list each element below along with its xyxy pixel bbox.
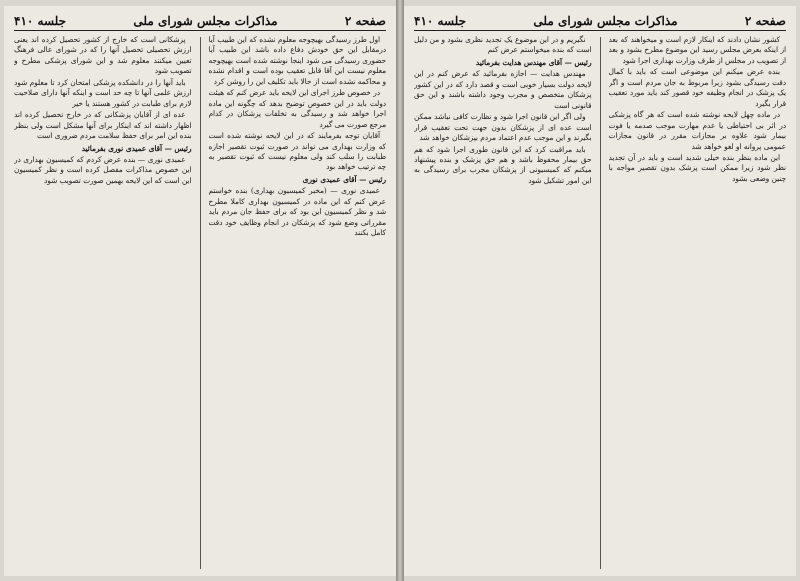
- paragraph: عده ای از آقایان پزشکانی که در خارج تحصیل کرده اند اظهار داشته اند که اینکار برای آنها مشکل است ولی بنظر بنده این امر برای حفظ سلامت مردم ضروری است: [14, 110, 192, 141]
- paragraph: عمیدی نوری — بنده عرض کردم که کمیسیون بهداری در این خصوص مذاکرات مفصل کرده است و نظر کمیسیون این است که این لایحه بهمین صورت تصویب شود: [14, 154, 192, 185]
- left-page-title: مذاکرات مجلس شورای ملی: [133, 14, 278, 28]
- paragraph: بنده عرض میکنم این موضوعی است که باید با کمال دقت رسیدگی بشود زیرا مربوط به جان مردم است و اگر یک پزشک در انجام وظیفه خود قصور کند باید مورد تعقیب قرار بگیرد: [608, 67, 786, 108]
- paragraph: کشور نشان دادند که اینکار لازم است و میخواهند که بعد از اینکه بعرض مجلس رسید این موضوع مطرح بشود و بعد از تصویب در مجلس از طرف وزارت بهداری اجرا شود: [608, 35, 786, 65]
- right-page-right-column: [609, 35, 787, 571]
- left-page-right-column: [209, 35, 387, 571]
- paragraph: باید آنها را در دانشکده پزشکی امتحان کرد تا معلوم شود ارزش علمی آنها تا چه حد است و اینکه آنها دارای صلاحیت لازم برای طبابت در کشور هستند یا خیر: [14, 77, 192, 108]
- column-fade: [609, 547, 787, 571]
- paragraph: باید مراقبت کرد که این قانون طوری اجرا شود که هم حق بیمار محفوظ باشد و هم حق پزشک و بنده پیشنهاد میکنم که کمیسیونی از پزشکان مجرب برای رسیدگی به این امور تشکیل شود: [414, 144, 592, 185]
- column-fade: [14, 547, 192, 571]
- right-page-left-column: [414, 35, 592, 571]
- column-divider: [200, 37, 201, 569]
- paragraph: آقایان توجه بفرمایند که در این لایحه نوشته شده است که وزارت بهداری می تواند در صورت ثبوت تقصیر اجازه طبابت را سلب کند ولی معلوم نیست که ثبوت تقصیر به چه ترتیب خواهد بود: [208, 131, 386, 172]
- speaker-line: رئیس — آقای مهندس هدایت بفرمائید: [475, 57, 592, 67]
- column-fade: [414, 547, 592, 571]
- column-divider: [600, 37, 601, 569]
- left-page: [4, 6, 396, 576]
- speaker-line: رئیس — آقای عمیدی نوری: [302, 174, 386, 184]
- paragraph: اول طرز رسیدگی بهیچوجه معلوم نشده که این طبیب آیا درمقابل این حق خودش دفاع داده باشد این طبیب آیا حضوری رسیدگی می شود اینجا نوشته شده است بهیچوجه معلوم نیست این آقا قابل تعقیب بوده است و اقدام نشده و محاکمه نشده است از حالا باید تکلیف این را روشن کرد: [208, 35, 386, 86]
- speaker-line: رئیس — آقای عمیدی نوری بفرمائید: [81, 143, 192, 153]
- paragraph: عمیدی نوری — (مخبر کمیسیون بهداری) بنده خواستم عرض کنم که این ماده در کمیسیون بهداری کاملا مطرح شد و نظر کمیسیون این بود که برای حفظ جان مردم باید مقرراتی وضع شود که پزشکان در انجام وظایف خود دقت کامل بکنند: [208, 186, 386, 238]
- paragraph: در ماده چهل لایحه نوشته شده است که هر گاه پزشکی در اثر بی احتیاطی یا عدم مهارت موجب صدمه یا فوت بیمار شود علاوه بر مجازات مقرر در قانون مجازات عمومی پروانه او لغو خواهد شد: [608, 110, 786, 151]
- book-gutter: [396, 0, 404, 581]
- paragraph: نگیریم و در این موضوع یک تجدید نظری بشود و من دلیل است که بنده میخواستم عرض کنم: [414, 35, 592, 55]
- paragraph: این ماده بنظر بنده خیلی شدید است و باید در آن تجدید نظر شود زیرا ممکن است پزشک بدون تقصیر مواجه با چنین وضعی بشود: [608, 152, 786, 183]
- right-page: [404, 6, 796, 576]
- right-page-header: [414, 12, 786, 31]
- right-page-number: صفحه ۲: [744, 14, 786, 28]
- column-fade: [209, 547, 387, 571]
- paragraph: در خصوص طرز اجرای این لایحه باید عرض کنم که هیئت دولت باید در این خصوص توضیح بدهد که چگونه این ماده اجرا خواهد شد و رسیدگی به تخلفات پزشکان در کدام مرجع صورت می گیرد: [208, 88, 386, 129]
- paragraph: مهندس هدایت — اجازه بفرمائید که عرض کنم در این لایحه دولت بسیار خوبی است و قصد دارد که در این کشور پزشکان متخصص و مجرب وجود داشته باشند و این حق قانونی است: [414, 69, 592, 110]
- left-page-header: [14, 12, 386, 31]
- paragraph: پزشکانی است که خارج از کشور تحصیل کرده اند یعنی ارزش تحصیلی تحصیل آنها را که در شورای عالی فرهنگ تعیین میکنند معلوم شد و این شورای پزشکی مطرح و تصویب شود: [14, 35, 192, 76]
- right-page-title: مذاکرات مجلس شورای ملی: [533, 14, 678, 28]
- right-page-columns: [414, 35, 786, 571]
- left-page-left-column: [14, 35, 192, 571]
- left-page-columns: [14, 35, 386, 571]
- left-page-session: جلسه ۴۱۰: [14, 14, 67, 28]
- paragraph: ولی اگر این قانون اجرا شود و نظارت کافی نباشد ممکن است عده ای از پزشکان بدون جهت تحت تعقیب قرار بگیرند و این موجب عدم اعتماد مردم بپزشکان خواهد شد: [414, 112, 592, 143]
- right-page-session: جلسه ۴۱۰: [414, 14, 467, 28]
- left-page-number: صفحه ۲: [344, 14, 386, 28]
